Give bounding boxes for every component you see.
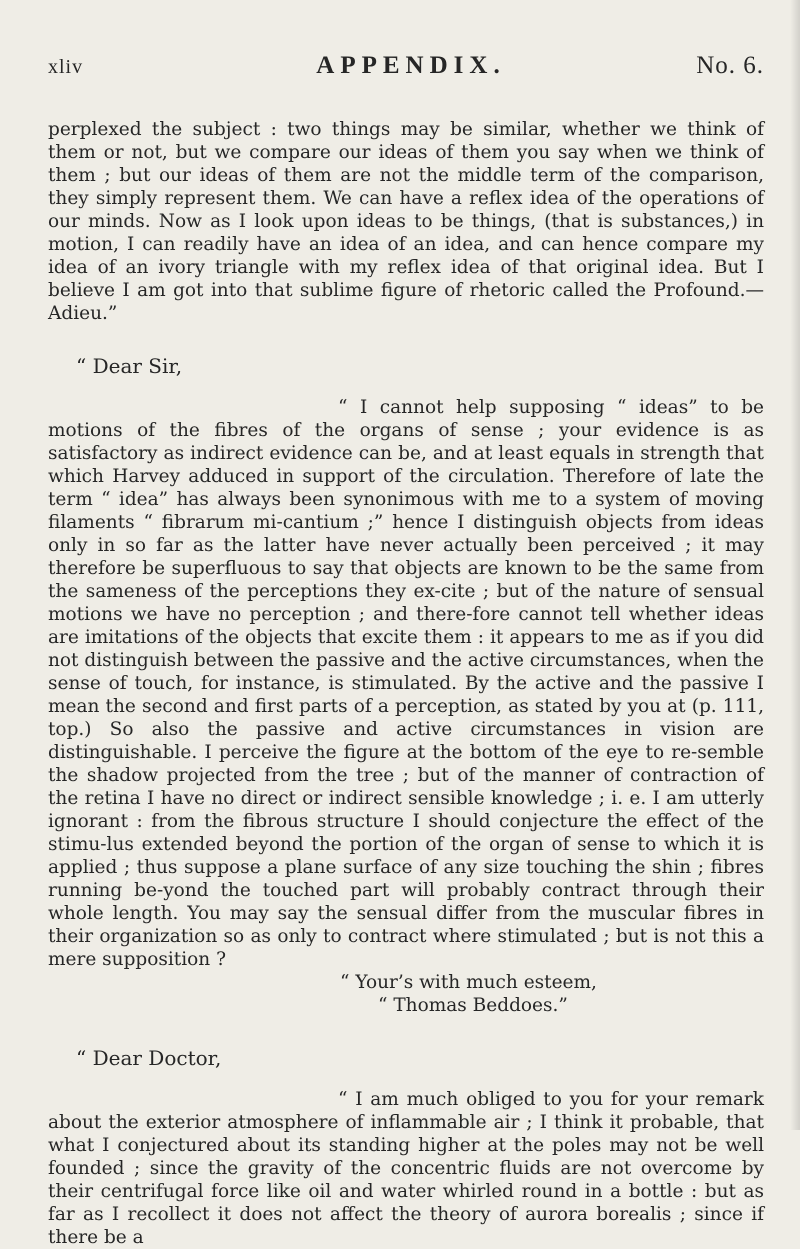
page-content — [48, 118, 764, 1249]
letter-one-salutation: “ Dear Sir, — [76, 354, 183, 378]
letter-one-signoff: “ Your’s with much esteem, — [340, 972, 597, 993]
letter-two-salutation: “ Dear Doctor, — [76, 1046, 222, 1070]
letter-two — [48, 1047, 764, 1249]
page-edge-shadow — [790, 0, 800, 1130]
intro-paragraph: perplexed the subject : two things may be similar, whether we think of them or not, but we compare our ideas of them you say when we think of them ; but our ideas of them are not the middle term of the comparison, they simply represent them. We can have a reflex idea of the operations of our minds. Now as I look upon ideas to be things, (that is substances,) in motion, I can readily have an idea of an idea, and can hence compare my idea of an ivory triangle with my reflex idea of that original idea. But I believe I am got into that sublime figure of rhetoric called the Profound.—Adieu.” — [48, 119, 764, 324]
intro-section — [48, 118, 764, 325]
letter-one-body: “ I cannot help supposing “ ideas” to be motions of the fibres of the organs of sense ; your evidence is as satisfactory as indirect evidence can be, and at least equals in strength that which Harvey adduced in support of the circulation. Therefore of late the term “ idea” has always been synonimous with me to a system of moving filaments “ fibrarum mi-cantium ;” hence I distinguish objects from ideas only in so far as the latter have never actually been perceived ; it may therefore be superfluous to say that objects are known to be the same from the sameness of the perceptions they ex-cite ; but of the nature of sensual motions we have no perception ; and there-fore cannot tell whether ideas are imitations of the objects that excite them : it appears to me as if you did not distinguish between the passive and the active circumstances, when the sense of touch, for instance, is stimulated. By the active and the passive I mean the second and first parts of a perception, as stated by you at (p. 111, top.) So also the passive and active circumstances in vision are distinguishable. I perceive the figure at the bottom of the eye to re-semble the shadow projected from the tree ; but of the manner of contraction of the retina I have no direct or indirect sensible knowledge ; i. e. I am utterly ignorant : from the fibrous structure I should conjecture the effect of the stimu-lus extended beyond the portion of the organ of sense to which it is applied ; thus suppose a plane surface of any size touching the shin ; fibres running be-yond the touched part will probably contract through their whole length. You may say the sensual differ from the muscular fibres in their organization so as only to contract where stimulated ; but is not this a mere supposition ? — [48, 397, 764, 970]
running-title: APPENDIX. — [316, 52, 506, 79]
appendix-number: No. 6. — [696, 52, 764, 79]
letter-one-signature: “ Thomas Beddoes.” — [378, 995, 568, 1016]
letter-one — [48, 355, 764, 1017]
page-folio: xliv — [48, 56, 84, 78]
page-header — [48, 52, 764, 80]
letter-two-body: “ I am much obliged to you for your remark about the exterior atmosphere of inflammable air ; I think it probable, that what I conjectured about its standing higher at the poles may not be well founded ; since the gravity of the concentric fluids are not overcome by their centrifugal force like oil and water whirled round in a bottle : but as far as I recollect it does not affect the theory of aurora borealis ; since if there be a — [48, 1089, 764, 1248]
